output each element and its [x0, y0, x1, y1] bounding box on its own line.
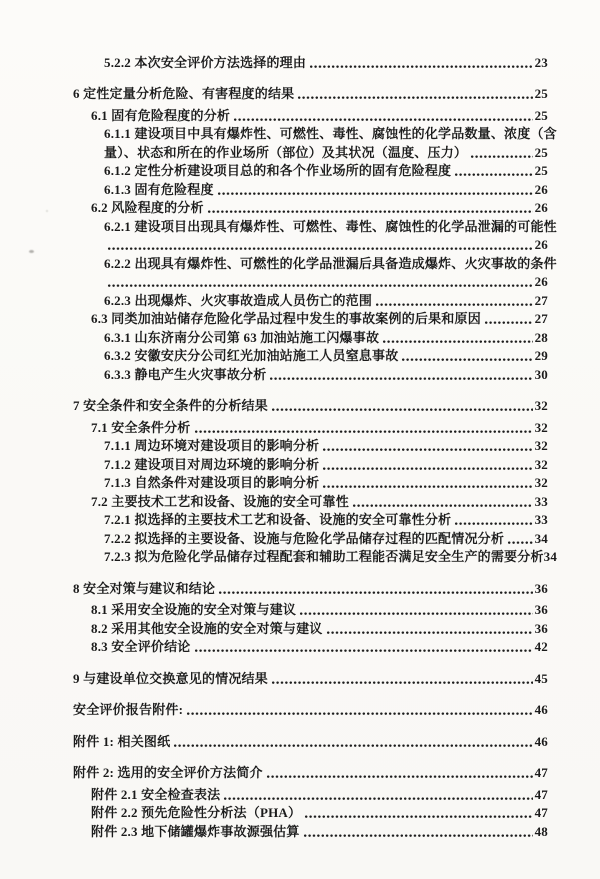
page-number: 45: [534, 670, 548, 686]
toc-entry: [0, 346, 548, 365]
scan-artifact: [29, 250, 34, 253]
page-number: 23: [534, 54, 548, 70]
dot-leader: [217, 185, 533, 197]
toc-entry: [0, 731, 548, 750]
dot-leader: [484, 314, 533, 326]
page-number: 27: [534, 311, 548, 326]
toc-entry: [0, 473, 548, 492]
page-number: 26: [534, 274, 548, 289]
toc-entry-text: 6.1.3 固有危险程度: [104, 181, 214, 197]
page-number: 46: [534, 702, 548, 717]
toc-entry-text: 7.2 主要技术工艺和设备、设施的安全可靠性: [91, 493, 349, 509]
page-number: 26: [534, 237, 548, 252]
page-number: 25: [534, 107, 548, 123]
toc-entry: [0, 436, 548, 455]
toc-entry-text: 6.3.1 山东济南分公司第 63 加油站施工闪爆事故: [104, 329, 380, 345]
page-number: 25: [534, 163, 548, 178]
toc-entry-text: 6.3 同类加油站储存危险化学品过程中发生的事故案例的后果和原因: [91, 311, 481, 326]
dot-leader: [303, 827, 533, 839]
dot-leader: [107, 277, 533, 289]
page-number: 42: [534, 639, 548, 654]
toc-entry: [0, 52, 548, 71]
toc-entry-text: 6 定性定量分析危险、有害程度的结果: [73, 86, 295, 101]
page-number: 29: [534, 348, 548, 363]
page-number: 32: [534, 419, 548, 435]
dot-leader: [322, 441, 532, 453]
toc-entry: [0, 142, 548, 161]
page-number: 26: [534, 181, 548, 197]
table-of-contents: [0, 52, 600, 840]
toc-entry-text: 7.2.1 拟选择的主要技术工艺和设备、设施的安全可靠性分析: [104, 512, 452, 527]
dot-leader: [322, 460, 532, 472]
toc-entry: [0, 235, 548, 254]
toc-entry-text: 7.1.3 自然条件对建设项目的影响分析: [104, 475, 320, 490]
dot-leader: [326, 624, 533, 636]
toc-entry: [0, 179, 548, 198]
toc-entry: [0, 253, 557, 272]
toc-entry: [0, 510, 548, 529]
toc-entry: [0, 198, 548, 217]
toc-entry-text: 附件 2.2 预先危险性分析法（PHA）: [91, 805, 302, 820]
toc-entry-text: 5.2.2 本次安全评价方法选择的理由: [104, 54, 307, 70]
toc-entry-text: 8.3 安全评价结论: [91, 639, 191, 654]
toc-entry-text: 6.3.3 静电产生火灾事故分析: [104, 366, 267, 382]
toc-entry: [0, 364, 548, 383]
toc-entry: [0, 578, 548, 597]
page-number: 46: [534, 733, 548, 749]
dot-leader: [194, 642, 533, 654]
toc-entry-text: 8 安全对策与建议和结论: [73, 580, 216, 596]
dot-leader: [352, 497, 533, 509]
dot-leader: [382, 333, 532, 345]
page-number: 33: [534, 493, 548, 509]
toc-entry: [0, 637, 548, 656]
page-number: 32: [534, 475, 548, 490]
toc-entry-text: 6.2.2 出现具有爆炸性、可燃性的化学品泄漏后具备造成爆炸、火灾事故的条件: [104, 255, 557, 271]
toc-entry: [0, 668, 548, 687]
toc-entry: [0, 600, 548, 619]
toc-entry: [0, 272, 548, 291]
dot-leader: [194, 423, 533, 435]
toc-entry-text: 附件 1: 相关图纸: [73, 733, 171, 749]
page-number: 47: [534, 765, 548, 780]
dot-leader: [207, 203, 533, 215]
toc-entry: [0, 290, 548, 309]
dot-leader: [297, 89, 532, 101]
toc-entry: [0, 547, 558, 566]
toc-entry: [0, 821, 548, 840]
toc-entry: [0, 216, 557, 235]
toc-entry: [0, 396, 548, 415]
toc-entry-text: 7.2.3 拟为危险化学品储存过程配套和辅助工程能否满足安全生产的需要分析: [104, 549, 544, 564]
toc-entry: [0, 124, 557, 143]
toc-entry: [0, 327, 548, 346]
page-number: 32: [534, 456, 548, 472]
dot-leader: [271, 674, 533, 686]
toc-entry-text: 附件 2.1 安全检查表法: [91, 786, 221, 802]
toc-entry: [0, 417, 548, 436]
toc-entry-text: 7.1 安全条件分析: [91, 419, 191, 435]
dot-leader: [322, 478, 532, 490]
toc-entry-text: 安全评价报告附件:: [73, 702, 184, 717]
toc-entry: [0, 528, 548, 547]
dot-leader: [470, 148, 532, 160]
page-number: 36: [534, 580, 548, 596]
toc-entry-text: 7 安全条件和安全条件的分析结果: [73, 398, 268, 413]
dot-leader: [454, 515, 532, 527]
dot-leader: [299, 605, 532, 617]
dot-leader: [271, 401, 533, 413]
toc-entry-text: 8.2 采用其他安全设施的安全对策与建议: [91, 620, 323, 636]
toc-entry-text: 6.1 固有危险程度的分析: [91, 107, 231, 123]
toc-entry-text: 7.1.1 周边环境对建设项目的影响分析: [104, 438, 320, 453]
toc-entry: [0, 454, 548, 473]
dot-leader: [269, 370, 532, 382]
toc-entry-text: 附件 2: 选用的安全评价方法简介: [73, 765, 263, 780]
toc-entry-text: 9 与建设单位交换意见的情况结果: [73, 670, 268, 686]
toc-entry-text: 6.2 风险程度的分析: [91, 200, 204, 215]
page-number: 27: [534, 292, 548, 308]
dot-leader: [304, 808, 532, 820]
dot-leader: [107, 240, 533, 252]
page-number: 34: [534, 530, 548, 546]
page-number: 33: [534, 512, 548, 527]
toc-entry-text: 6.2.3 出现爆炸、火灾事故造成人员伤亡的范围: [104, 292, 373, 308]
toc-entry-text: 附件 2.3 地下储罐爆炸事故源强估算: [91, 823, 300, 839]
toc-entry-text: 6.2.1 建设项目出现具有爆炸性、可燃性、毒性、腐蚀性的化学品泄漏的可能性: [104, 218, 557, 234]
dot-leader: [223, 790, 532, 802]
scan-artifact: [46, 210, 48, 212]
page-number: 47: [534, 786, 548, 802]
page-number: 47: [534, 805, 548, 820]
page-number: 36: [534, 602, 548, 617]
page-number: 34: [543, 549, 558, 564]
toc-entry: [0, 491, 548, 510]
page-number: 32: [534, 438, 548, 453]
dot-leader: [309, 58, 533, 70]
toc-entry: [0, 105, 548, 124]
toc-entry: [0, 309, 548, 328]
page-number: 28: [534, 329, 548, 345]
toc-entry-text: 6.1.2 定性分析建设项目总的和各个作业场所的固有危险程度: [104, 163, 452, 178]
page-number: 25: [534, 86, 548, 101]
toc-entry-text: 6.3.2 安徽安庆分公司红光加油站施工人员窒息事故: [104, 348, 399, 363]
toc-entry: [0, 784, 548, 803]
page-number: 30: [534, 366, 548, 382]
toc-entry: [0, 803, 548, 822]
page-number: 26: [534, 200, 548, 215]
dot-leader: [401, 351, 532, 363]
page-number: 25: [534, 144, 548, 160]
toc-entry-text: 量）、状态和所在的作业场所（部位）及其状况（温度、压力）: [104, 144, 468, 160]
toc-entry: [0, 161, 548, 180]
page-number: 32: [534, 398, 548, 413]
toc-entry: [0, 700, 548, 719]
page-number: 36: [534, 620, 548, 636]
toc-entry-text: 8.1 采用安全设施的安全对策与建议: [91, 602, 297, 617]
page-number: 48: [534, 823, 548, 839]
dot-leader: [507, 534, 533, 546]
dot-leader: [186, 705, 532, 717]
toc-entry-text: 7.2.2 拟选择的主要设备、设施与危险化学品储存过程的匹配情况分析: [104, 530, 505, 546]
toc-entry: [0, 618, 548, 637]
dot-leader: [218, 584, 532, 596]
toc-entry: [0, 763, 548, 782]
toc-entry-text: 6.1.1 建设项目中具有爆炸性、可燃性、毒性、腐蚀性的化学品数量、浓度（含: [104, 126, 557, 141]
dot-leader: [454, 166, 532, 178]
dot-leader: [173, 737, 532, 749]
dot-leader: [233, 111, 532, 123]
toc-entry-text: 7.1.2 建设项目对周边环境的影响分析: [104, 456, 320, 472]
dot-leader: [266, 768, 533, 780]
toc-entry: [0, 84, 548, 103]
dot-leader: [375, 296, 533, 308]
